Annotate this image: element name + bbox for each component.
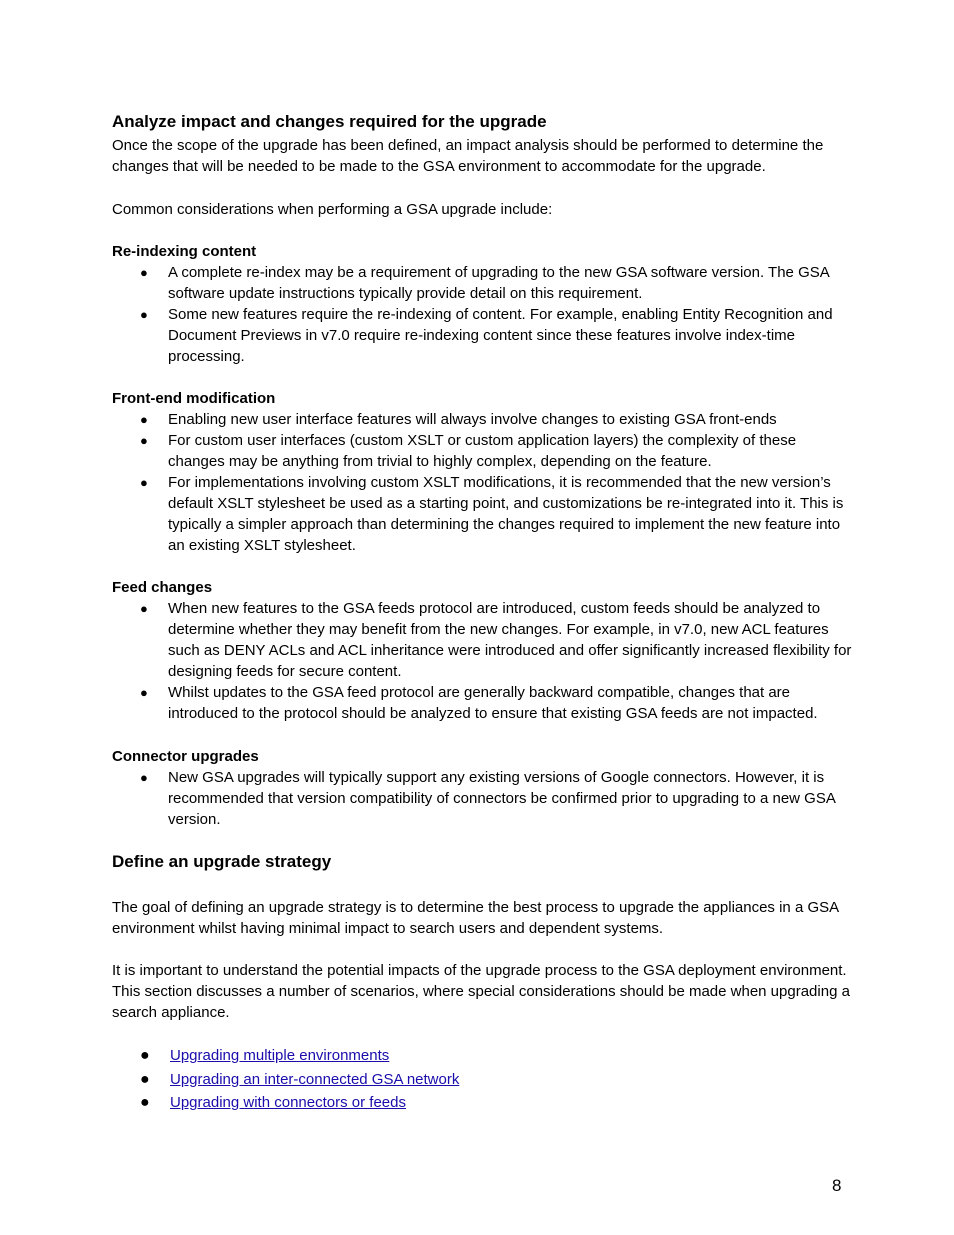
- list-item: [112, 1068, 852, 1092]
- bullet-icon: ●: [140, 1070, 150, 1088]
- analyze-intro-paragraph: Once the scope of the upgrade has been defined, an impact analysis should be performed to determine the changes that will be needed to be made to the GSA environment to accommodate for the upgrade.: [112, 137, 824, 175]
- bullet-icon: ●: [140, 1094, 150, 1111]
- list-item: ● For custom user interfaces (custom XSLT or custom application layers) the complexity of these changes may be anything from trivial to highly complex, depending on the feature.: [140, 432, 797, 470]
- list-item: ● For implementations involving custom XSLT modifications, it is recommended that the new version’s default XSLT stylesheet be used as a starting point, and customizations be re-integrated into it. This is typically a simpler approach than determining the changes required to implement the new feature into an existing XSLT stylesheet.: [140, 474, 844, 554]
- subheading-connector-upgrades: Connector upgrades: [112, 748, 259, 765]
- list-item: ● Whilst updates to the GSA feed protocol are generally backward compatible, changes that are introduced to the protocol should be analyzed to ensure that existing GSA feeds are not impacted.: [140, 684, 818, 722]
- strategy-paragraph-1: The goal of defining an upgrade strategy is to determine the best process to upgrade the appliances in a GSA environment whilst having minimal impact to search users and dependent systems.: [112, 899, 839, 937]
- bullet-icon: ●: [140, 770, 148, 785]
- bullet-icon: ●: [140, 475, 148, 490]
- link-upgrading-multiple-environments[interactable]: Upgrading multiple environments: [170, 1047, 390, 1064]
- list-item: ● Some new features require the re-indexing of content. For example, enabling Entity Recognition and Document Previews in v7.0 require re-indexing content since these features involve index-time processing.: [140, 306, 833, 365]
- bullet-icon: ●: [140, 307, 148, 322]
- bullet-icon: ●: [140, 685, 148, 700]
- strategy-link-list: [112, 1044, 852, 1115]
- subheading-feed-changes: Feed changes: [112, 579, 213, 596]
- list-item: ● New GSA upgrades will typically support any existing versions of Google connectors. However, it is recommended that version compatibility of connectors be confirmed prior to upgrading to a new GSA version.: [140, 769, 836, 828]
- section-title-strategy: Define an upgrade strategy: [112, 852, 332, 871]
- list-item: [112, 1044, 852, 1068]
- bullet-icon: ●: [140, 1047, 150, 1064]
- reindexing-bullet-list: [112, 262, 852, 367]
- bullet-icon: ●: [140, 412, 148, 427]
- bullet-icon: ●: [140, 265, 148, 280]
- list-item: [112, 1091, 852, 1115]
- bullet-icon: ●: [140, 433, 148, 448]
- strategy-paragraph-2: It is important to understand the potential impacts of the upgrade process to the GSA deployment environment. This section discusses a number of scenarios, where special considerations should be made when upgrading a search appliance.: [112, 962, 850, 1021]
- list-item: ● A complete re-index may be a requirement of upgrading to the new GSA software version. The GSA software update instructions typically provide detail on this requirement.: [140, 264, 829, 302]
- page-number: 8: [832, 1176, 842, 1195]
- frontend-bullet-list: [112, 409, 852, 556]
- connector-bullet-list: [112, 767, 852, 830]
- section-title-analyze: Analyze impact and changes required for the upgrade: [112, 112, 547, 131]
- subheading-reindexing: Re-indexing content: [112, 243, 257, 260]
- list-item: ● Enabling new user interface features will always involve changes to existing GSA front-ends: [140, 411, 777, 428]
- list-item: ● When new features to the GSA feeds protocol are introduced, custom feeds should be analyzed to determine whether they may benefit from the new changes. For example, in v7.0, new ACL features such as DENY ACLs and ACL inheritance were introduced and offer significantly increased flexibility for designing feeds for secure content.: [140, 600, 852, 680]
- link-upgrading-connectors-feeds[interactable]: Upgrading with connectors or feeds: [170, 1094, 406, 1111]
- feed-changes-bullet-list: [112, 598, 852, 724]
- common-considerations-text: Common considerations when performing a GSA upgrade include:: [112, 201, 553, 218]
- subheading-frontend: Front-end modification: [112, 390, 276, 407]
- bullet-icon: ●: [140, 601, 148, 616]
- link-upgrading-interconnected-network[interactable]: Upgrading an inter-connected GSA network: [170, 1070, 460, 1088]
